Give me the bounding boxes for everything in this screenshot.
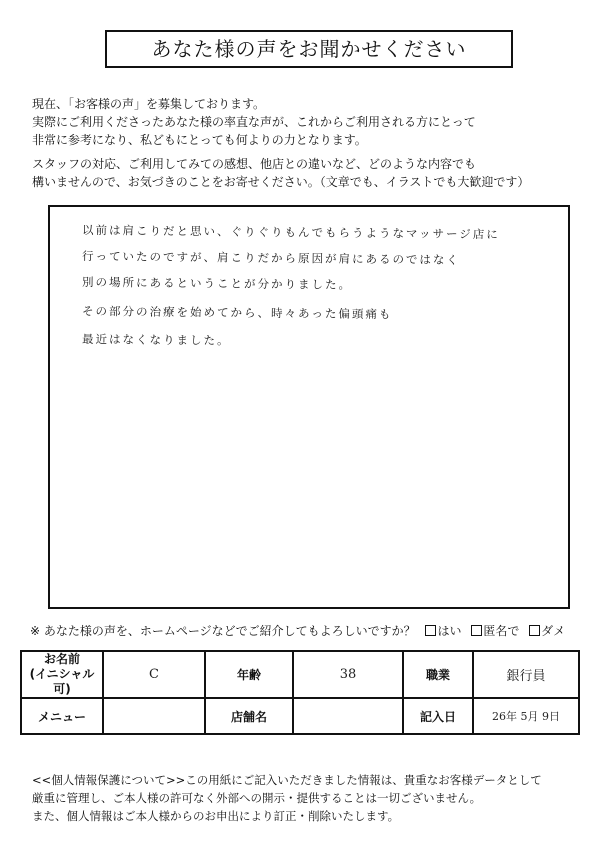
intro-line: 非常に参考になり、私どもにとっても何よりの力となります。	[32, 133, 367, 147]
form-title: あなた様の声をお聞かせください	[105, 30, 513, 68]
name-value: C	[149, 667, 159, 682]
privacy-line: また、個人情報はご本人様からのお申出により訂正・削除いたします。	[32, 809, 400, 823]
handwritten-line: 以前は肩こりだと思い、ぐりぐりもんでもらうようなマッサージ店に	[81, 223, 500, 242]
age-field[interactable]	[293, 651, 403, 698]
age-label: 年齢	[205, 651, 293, 698]
name-label-sub: (イニシャル可)	[29, 667, 95, 696]
table-row	[21, 651, 579, 698]
age-value: 38	[339, 667, 357, 682]
yes-checkbox[interactable]	[425, 625, 436, 636]
intro-line: 構いませんので、お気づきのことをお寄せください。（文章でも、イラストでも大歓迎です）	[32, 175, 530, 189]
date-field[interactable]	[473, 698, 579, 734]
handwritten-line: 行っていたのですが、肩こりだから原因が肩にあるのではなく	[81, 249, 461, 267]
yes-label: はい	[437, 624, 462, 638]
name-label-main: お名前	[43, 652, 80, 666]
job-field[interactable]	[473, 651, 579, 698]
name-field[interactable]	[103, 651, 205, 698]
handwritten-line: 最近はなくなりました。	[81, 332, 231, 348]
date-label: 記入日	[403, 698, 473, 734]
consent-row	[30, 622, 565, 639]
customer-info-table	[20, 650, 580, 735]
privacy-line: 厳重に管理し、ご本人様の許可なく外部への開示・提供することは一切ございません。	[32, 791, 482, 805]
name-label	[21, 651, 103, 698]
intro-paragraph-1	[32, 95, 476, 149]
anonymous-label: 匿名で	[483, 624, 520, 638]
handwritten-line: その部分の治療を始めてから、時々あった偏頭痛も	[81, 304, 393, 322]
store-label: 店舗名	[205, 698, 293, 734]
date-value: 26年 5月 9日	[492, 710, 560, 723]
no-label: ダメ	[541, 624, 566, 638]
table-row	[21, 698, 579, 734]
intro-line: 実際にご利用くださったあなた様の率直な声が、これからご利用される方にとって	[32, 115, 476, 129]
job-value: 銀行員	[506, 669, 546, 684]
handwritten-line: 別の場所にあるということが分かりました。	[81, 275, 353, 292]
anonymous-checkbox[interactable]	[471, 625, 482, 636]
intro-paragraph-2	[32, 155, 529, 191]
menu-label: メニュー	[21, 698, 103, 734]
privacy-notice	[32, 771, 542, 825]
intro-line: 現在、「お客様の声」を募集しております。	[32, 97, 266, 111]
no-checkbox[interactable]	[529, 625, 540, 636]
job-label: 職業	[403, 651, 473, 698]
privacy-line: <<個人情報保護について>>この用紙にご記入いただきました情報は、貴重なお客様データとして	[32, 773, 542, 787]
menu-field[interactable]	[103, 698, 205, 734]
consent-question: ※ あなた様の声を、ホームページなどでご紹介してもよろしいですか？	[30, 624, 416, 638]
store-field[interactable]	[293, 698, 403, 734]
intro-line: スタッフの対応、ご利用してみての感想、他店との違いなど、どのような内容でも	[32, 157, 477, 171]
